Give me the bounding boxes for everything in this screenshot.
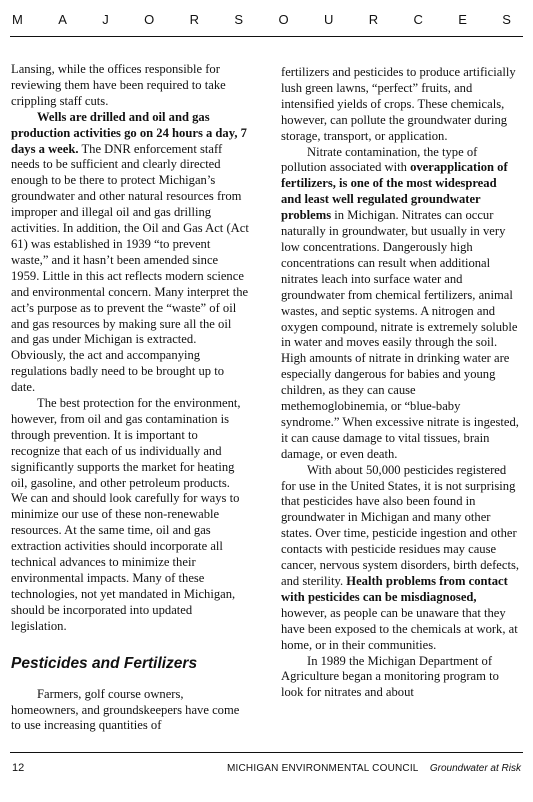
paragraph-text: The DNR enforcement staff needs to be sufficient and clearly directed enough to be there to protect Michigan’s groundwater and other natural resources from improper and illegal oil and gas drilling activities. In addition, the Oil and Gas Act (Act 61) was established in 1939 “to prevent waste,” and it hasn’t been amended since 1959. Little in this act reflects modern science and environmental concern. Many interpret the act’s purpose as to prevent the “waste” of oil and gas resources by making sure all the oil and gas under Michigan is extracted. Obviously, the act and accompanying regulations badly need to be brought up to date. [11,141,249,395]
page-footer [12,762,521,778]
header-letter: S [502,12,511,27]
header-letter: O [278,12,289,27]
header-letter: R [368,12,379,27]
left-column [11,62,249,734]
header-letter: R [189,12,200,27]
paragraph-text: however, as people can be unaware that they have been exposed to the chemicals at work, at home, or in their communities. [281,605,518,652]
paragraph: In 1989 the Michigan Department of Agriculture began a monitoring program to look for nitrates and about [281,653,499,700]
organization-name: MICHIGAN ENVIRONMENTAL COUNCIL [227,763,419,774]
paragraph [11,110,249,396]
paragraph-text: With about 50,000 pesticides registered for use in the United States, it is not surprising that pesticides have also been found in groundwater in Michigan and many other states. Over time, pesticide ingestion and other contacts with pesticide residues may cause cancer, nervous system disorders, birth defects, and sterility. [281,462,520,588]
header-letter: C [413,12,423,27]
header-letter: E [458,12,467,27]
header-letter: S [234,12,244,27]
paragraph: fertilizers and pesticides to produce artificially lush green lawns, “perfect” fruits, and intensified yields of crops. These chemicals, however, can pollute the groundwater during storage, transport, or application. [281,65,516,143]
paragraph: Farmers, golf course owners, homeowners, and groundskeepers have come to use increasing quantities of [11,686,240,733]
publication-title: Groundwater at Risk [429,763,521,774]
paragraph [281,463,519,654]
section-title-letters [0,12,533,30]
page-number: 12 [12,762,25,774]
paragraph: Lansing, while the offices responsible for reviewing them have been required to take crippling staff cuts. [11,62,226,108]
header-letter: M [12,12,23,27]
header-letter: O [144,12,155,27]
paragraph-text: Nitrate contamination, the type of pollution associated with [281,144,478,175]
running-header [0,0,533,40]
bold-emphasis: Wells are drilled and oil and gas production activities go on 24 hours a day, 7 days a week. [11,109,247,156]
header-letter: U [323,12,334,27]
section-subheading: Pesticides and Fertilizers [11,654,198,672]
bold-emphasis: overapplication of fertilizers, is one of the most widespread and least well regulated groundwater problems [281,160,508,223]
paragraph-text: in Michigan. Nitrates can occur naturally in groundwater, but usually in very low concentrations. Dangerously high concentrations can result when additional nitrates leach into surface water and groundwater from chemical fertilizers, animal wastes, and septic systems. A nitrogen and oxygen compound, nitrate is extremely soluble in water and moves easily through the soil. High amounts of nitrate in drinking water are especially dangerous for babies and young children, as they can cause methemoglobinemia, or “blue-baby syndrome.” When excessive nitrate is ingested, it can cause damage to vital tissues, brain damage, or even death. [281,208,519,461]
paragraph: The best protection for the environment, however, from oil and gas contamination is through prevention. It is important to recognize that each of us individually and significantly supports the market for heating oil, gasoline, and other petroleum products. We can and should look carefully for ways to minimize our use of these non-renewable resources. At the same time, oil and gas extraction activities should incorporate all technical advances to minimize their environmental impacts. Many of these technologies, not yet mandated in Michigan, should be incorporated into updated legislation. [11,396,241,633]
header-rule [10,36,523,37]
header-letter: J [102,12,109,27]
footer-rule [10,752,523,753]
paragraph [281,145,519,463]
bold-emphasis: Health problems from contact with pesticides can be misdiagnosed, [281,574,508,604]
right-column [281,65,519,701]
header-letter: A [58,12,67,27]
